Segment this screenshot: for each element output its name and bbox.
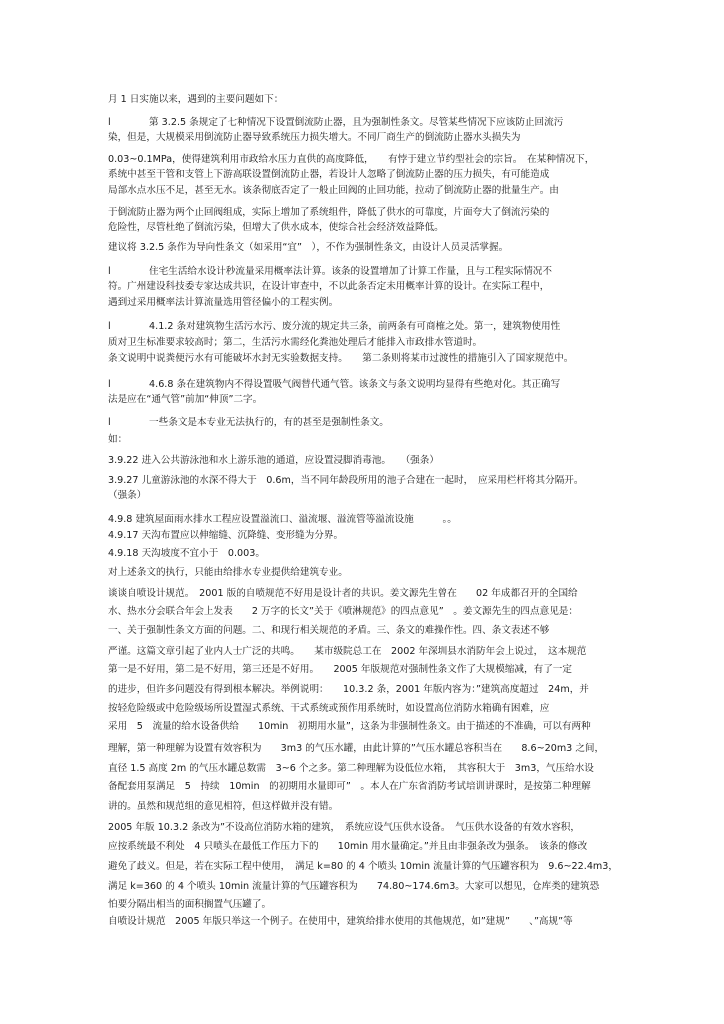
text-line: 3.9.27 儿童游泳池的水深不得大于 0.6m，当不同年龄段所用的池子合建在一起时， 应采用栏杆将其分隔开。 — [108, 475, 584, 486]
text-line: 系统中甚至干管和支管上下游高联设置倒流防止器，若设计人忽略了倒流防止器的压力损失，有可能造成 — [108, 169, 550, 180]
text-line: 应按系统最不利处 4 只喷头在最低工作压力下的 10min 用水量确定。”并且由非强条改为强条。 该条的修改 — [108, 841, 588, 852]
text-line: 水、热水分会联合年会上发表 2 万字的长文”关于《喷淋规范》的四点意见” 。姜文源先生的四点意见是： — [108, 606, 578, 617]
text-line: 条文说明中说粪便污水有可能破坏水封无实验数据支持。 第二条则将某市过渡性的措施引入了国家规范中。 — [108, 353, 574, 364]
text-line: 自喷设计规范 2005 年版只举这一个例子。在使用中，建筑给排水使用的其他规范，如”建规” 、”高规”等 — [108, 916, 573, 927]
text-line: 危险性，尽管杜绝了倒流污染，但增大了供水成本，使综合社会经济效益降低。 — [108, 222, 444, 233]
text-line: 4.9.17 天沟布置应以伸缩缝、沉降缝、变形缝为分界。 — [108, 530, 344, 541]
text-line: 对上述条文的执行，只能由给排水专业提供给建筑专业。 — [108, 567, 348, 578]
text-line: 满足 k=360 的 4 个喷头 10min 流量计算的气压罐容积为 74.80~174.6m3。大家可以想见，仓库类的建筑恐 — [108, 881, 600, 892]
text-line: l 一些条文是本专业无法执行的，有的甚至是强制性条文。 — [108, 417, 389, 428]
text-line: 建议将 3.2.5 条作为导向性条文（如采用“宜” ），不作为强制性条文，由设计人员灵活掌握。 — [108, 242, 509, 253]
text-line: 遇到过采用概率法计算流量选用管径偏小的工程实例。 — [108, 297, 339, 308]
text-line: 2005 年版 10.3.2 条改为”不设高位消防水箱的建筑， 系统应设气压供水设备。 气压供水设备的有效水容积， — [108, 822, 580, 833]
text-line: 理解，第一种理解为设置有效容积为 3m3 的气压水罐，由此计算的”气压水罐总容积当在 8.6~20m3 之间， — [108, 743, 605, 754]
text-line: 染，但是，大规模采用倒流防止器导致系统压力损失增大。不同厂商生产的倒流防止器水头损失为 — [108, 132, 521, 143]
text-line: 月 1 日实施以来，遇到的主要问题如下： — [108, 94, 284, 105]
text-line: 4.9.18 天沟坡度不宜小于 0.003。 — [108, 548, 265, 559]
text-line: l 住宅生活给水设计秒流量采用概率法计算。该条的设置增加了计算工作量，且与工程实际情况不 — [108, 266, 552, 277]
text-line: 4.9.8 建筑屋面雨水排水工程应设置溢流口、溢流堰、溢流管等溢流设施 。。 — [108, 514, 457, 525]
text-line: 3.9.22 进入公共游泳池和水上游乐池的通道，应设置浸脚消毒池。 （强条） — [108, 455, 439, 466]
text-line: l 4.6.8 条在建筑物内不得设置吸气阀替代通气管。该条文与条文说明均显得有些绝对化。其正确写 — [108, 379, 561, 390]
text-line: l 第 3.2.5 条规定了七种情况下设置倒流防止器，且为强制性条文。尽管某些情况下应该防止回流污 — [108, 117, 564, 128]
text-line: 备配套用泵满足 5 持续 10min 的初期用水量即可” 。本人在广东省消防考试培训讲课时，是按第二种理解 — [108, 781, 591, 792]
text-line: 0.03~0.1MPa，使得建筑利用市政给水压力直供的高度降低， 有悖于建立节约型社会的宗旨。 在某种情况下， — [108, 154, 595, 165]
text-line: 如： — [108, 434, 128, 445]
text-line: 怕要分隔出相当的面积搁置气压罐了。 — [108, 899, 272, 910]
text-line: 法是应在“通气管”前加“伸顶”二字。 — [108, 394, 263, 405]
text-line: 严谨。这篇文章引起了业内人士广泛的共鸣。 某市级院总工在 2002 年深圳县水消防年会上说过， 这本规范 — [108, 646, 587, 657]
text-line: 讲的。虽然和规范组的意见相符，但这样做并没有错。 — [108, 801, 339, 812]
text-line: 采用 5 流量的给水设备供给 10min 初期用水量”，这条为非强制性条文。由于描述的不准确，可以有两种 — [108, 721, 591, 732]
text-line: 第一是不好用，第二是不好用，第三还是不好用。 2005 年版规范对强制性条文作了大规模缩减，有了一定 — [108, 664, 572, 675]
text-line: 直径 1.5 高度 2m 的气压水罐总数需 3~6 个之多。第二种理解为设低位水箱， 其容积大于 3m3，气压给水设 — [108, 763, 594, 774]
text-line: 于倒流防止器为两个止回阀组成，实际上增加了系统组件，降低了供水的可靠度，片面夸大了倒流污染的 — [108, 207, 550, 218]
text-line: （强条） — [108, 490, 147, 501]
text-line: 符。广州建设科技委专家达成共识，在设计审查中，不以此条否定未用概率计算的设计。在实际工程中， — [108, 281, 550, 292]
text-line: 避免了歧义。但是，若在实际工程中使用， 满足 k=80 的 4 个喷头 10min 流量计算的气压罐容积为 9.6~22.4m3， — [108, 861, 618, 872]
text-line: 谈谈自喷设计规范。 2001 版的自喷规范不好用是设计者的共识。姜文源先生曾在 02 年成都召开的全国给 — [108, 588, 578, 599]
text-line: 局部水点水压不足，甚至无水。该条彻底否定了一般止回阀的止回功能，拉动了倒流防止器的批量生产。由 — [108, 185, 559, 196]
text-line: 的进步，但许多问题没有得到根本解决。举例说明： 10.3.2 条，2001 年版内容为：”建筑高度超过 24m，并 — [108, 684, 589, 695]
text-line: 按轻危险级或中危险级场所设置湿式系统、干式系统或预作用系统时，如设置高位消防水箱确有困难，应 — [108, 703, 550, 714]
text-line: l 4.1.2 条对建筑物生活污水污、废分流的规定共三条，前两条有可商榷之处。第一，建筑物使用性 — [108, 321, 561, 332]
text-line: 一、关于强制性条文方面的问题。二、和现行相关规范的矛盾。三、条文的难操作性。四、条文表述不够 — [108, 625, 550, 636]
text-line: 质对卫生标准要求较高时；第二，生活污水需经化粪池处理后才能排入市政排水管道时。 — [108, 337, 483, 348]
